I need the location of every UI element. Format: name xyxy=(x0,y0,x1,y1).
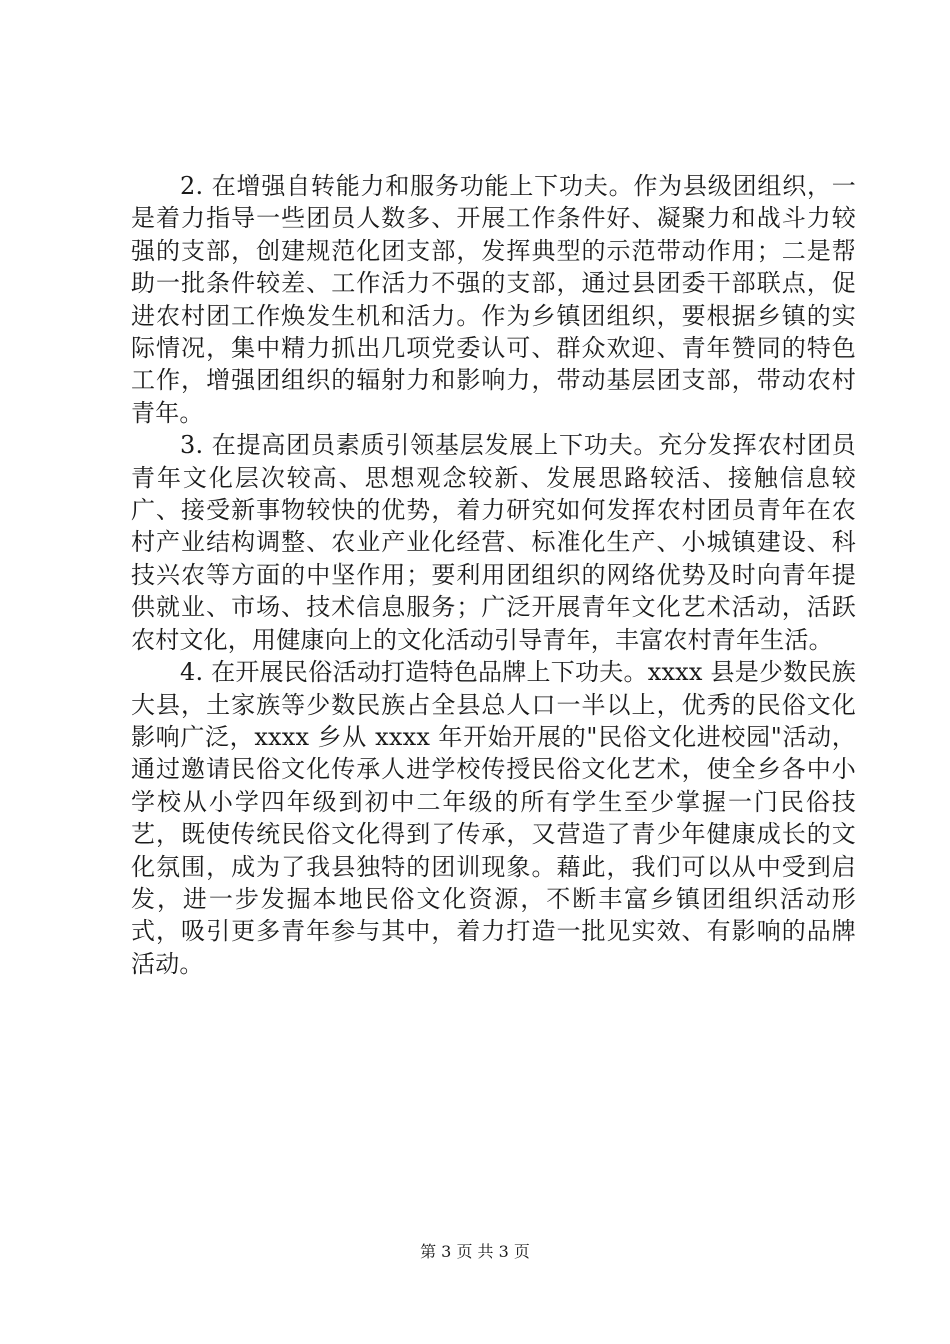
page-footer: 第 3 页 共 3 页 xyxy=(420,1242,530,1261)
paragraph-4: 4. 在开展民俗活动打造特色品牌上下功夫。xxxx 县是少数民族大县，土家族等少数民族占全县总人口一半以上，优秀的民俗文化影响广泛，xxxx 乡从 xxxx 年开始开展的"民俗文化进校园"活动，通过邀请民俗文化传承人进学校传授民俗文化艺术，使全乡各中小学校从小学四年级到初中二年级的所有学生至少掌握一门民俗技艺，既使传统民俗文化得到了传承，又营造了青少年健康成长的文化氛围，成为了我县独特的团训现象。藉此，我们可以从中受到启发，进一步发掘本地民俗文化资源，不断丰富乡镇团组织活动形式，吸引更多青年参与其中，着力打造一批见实效、有影响的品牌活动。 xyxy=(131,658,856,978)
paragraph-2: 2. 在增强自转能力和服务功能上下功夫。作为县级团组织，一是着力指导一些团员人数多、开展工作条件好、凝聚力和战斗力较强的支部，创建规范化团支部，发挥典型的示范带动作用；二是帮助一批条件较差、工作活力不强的支部，通过县团委干部联点，促进农村团工作焕发生机和活力。作为乡镇团组织，要根据乡镇的实际情况，集中精力抓出几项党委认可、群众欢迎、青年赞同的特色工作，增强团组织的辐射力和影响力，带动基层团支部，带动农村青年。 xyxy=(131,172,856,427)
document-body xyxy=(131,170,856,980)
paragraph-3: 3. 在提高团员素质引领基层发展上下功夫。充分发挥农村团员青年文化层次较高、思想观念较新、发展思路较活、接触信息较广、接受新事物较快的优势，着力研究如何发挥农村团员青年在农村产业结构调整、农业产业化经营、标准化生产、小城镇建设、科技兴农等方面的中坚作用；要利用团组织的网络优势及时向青年提供就业、市场、技术信息服务；广泛开展青年文化艺术活动，活跃农村文化，用健康向上的文化活动引导青年，丰富农村青年生活。 xyxy=(131,431,856,654)
